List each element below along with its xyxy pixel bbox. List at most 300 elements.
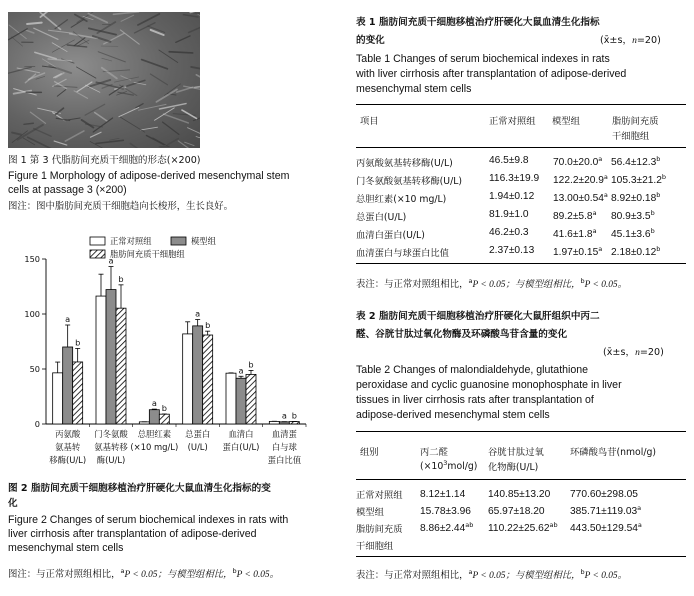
spindle-cell-shape [121, 15, 134, 21]
spindle-cell-shape [142, 60, 168, 69]
spindle-cell-shape [139, 104, 167, 110]
table2-row-label-value: 模型组 [356, 507, 384, 518]
spindle-cell-shape [65, 131, 84, 141]
y-tick-label: 150 [24, 254, 40, 264]
spindle-cell-shape [24, 123, 33, 124]
table2-cell-cgmp-mark: a [637, 521, 642, 529]
spindle-cell-shape [150, 74, 167, 85]
table1-note-a: a [468, 277, 473, 285]
legend-label: 脂肪间充质干细胞组 [110, 249, 185, 259]
x-category-label: 总蛋白 [185, 429, 211, 439]
table1-cell-model [553, 155, 611, 173]
table1-cell-control [489, 245, 553, 263]
y-tick-label: 0 [34, 419, 40, 429]
spindle-cell-shape [109, 138, 119, 140]
bar [159, 414, 169, 424]
table1-row [356, 191, 681, 209]
table2-en-line3: tissues in liver cirrhosis rats after transplantation of [356, 394, 594, 406]
table1-en-line2: with liver cirrhosis after transplantation of adipose-derived [356, 68, 627, 80]
spindle-cell-shape [73, 32, 88, 44]
table1-cell-model-mark: a [598, 245, 603, 253]
spindle-cell-shape [77, 40, 89, 46]
table1-cell-adsc-mark: b [656, 191, 661, 199]
figure2-caption-cn-line1: 图 2 脂肪间充质干细胞移植治疗肝硬化大鼠血清生化指标的变 [8, 483, 271, 494]
table2-note-prefix: 表注：与正常对照组相比， [356, 570, 469, 582]
spindle-cell-shape [127, 80, 145, 86]
table1-row-label [356, 191, 489, 209]
table2-cell-mda-value: 8.86±2.44 [420, 523, 466, 535]
table1-top-rule [356, 104, 686, 105]
spindle-cell-shape [71, 19, 84, 27]
significance-mark: a [108, 255, 114, 266]
table2-cell-cgmp-value: 385.71±119.03 [570, 506, 638, 518]
spindle-cell-shape [168, 139, 178, 145]
figure2-note-p2: P < 0.05。 [236, 570, 279, 581]
table2-header-mda-line2 [420, 459, 477, 472]
table1-cell-adsc-mark: b [661, 173, 667, 181]
table1-cell-model-value: 13.00±0.54 [553, 193, 604, 205]
spindle-cell-shape [198, 14, 200, 24]
spindle-cell-shape [102, 68, 117, 79]
legend-swatch [90, 250, 105, 258]
table1-title-line2: 的变化 [356, 35, 385, 46]
table1-note-p1: P < 0.05；与模型组相比， [472, 280, 581, 291]
table1-cell-model [553, 245, 611, 263]
significance-mark: b [291, 410, 297, 421]
table1-en-line1: Table 1 Changes of serum biochemical indexes in rats [356, 53, 610, 65]
table1-cell-model-value: 1.97±0.15 [553, 247, 599, 259]
table2-grid [356, 487, 670, 538]
table1-row-label-value: 门冬氨酸氨基转移酶(U/L) [356, 176, 463, 187]
significance-mark: a [65, 314, 71, 324]
table2-cell-mda-value: 8.12±1.14 [420, 489, 466, 501]
table2-row-label [356, 504, 420, 521]
figure2-note-b: b [232, 567, 237, 575]
table2-bottom-rule [356, 556, 686, 557]
spindle-cell-shape [119, 107, 139, 116]
x-category-label: 血清白 [228, 429, 254, 439]
table2-cell-gsh-mark: ab [549, 521, 558, 529]
table2-row [356, 504, 670, 521]
spindle-cell-shape [95, 112, 108, 121]
spindle-cell-shape [93, 36, 111, 42]
table1-cell-adsc-mark: b [650, 209, 655, 217]
legend-label: 正常对照组 [110, 236, 152, 246]
table2-header-cgmp: 环磷酸鸟苷(nmol/g) [570, 447, 656, 458]
table1-row-label-value: 丙氨酸氨基转移酶(U/L) [356, 158, 453, 169]
spindle-cell-shape [163, 122, 179, 134]
table1-cell-control [489, 191, 553, 209]
table1-row-label-value: 总蛋白(U/L) [356, 212, 407, 223]
spindle-cell-shape [114, 12, 139, 14]
bar [53, 373, 63, 424]
spindle-cell-shape [130, 144, 149, 148]
spindle-cell-shape [183, 15, 198, 17]
significance-mark: b [118, 273, 124, 284]
spindle-cell-shape [11, 37, 22, 46]
table2-en-line1: Table 2 Changes of malondialdehyde, glutathione [356, 364, 589, 376]
x-category-label: 氨基转 [55, 442, 81, 452]
bar [73, 362, 83, 424]
table1-row-label [356, 173, 489, 191]
bar [226, 373, 236, 424]
table1-cell-adsc-value: 80.9±3.5 [611, 211, 651, 223]
table1-body [356, 155, 686, 263]
table2-header-mda-line1: 丙二醛 [420, 447, 448, 458]
x-category-label: 酶(U/L) [96, 455, 126, 465]
table1-en-line3: mesenchymal stem cells [356, 83, 472, 95]
table2-row-label [356, 521, 420, 538]
table1-cell-adsc [611, 155, 681, 173]
table2-header-gsh-line2: 化物酶(U/L) [488, 462, 539, 473]
spindle-cell-shape [65, 118, 80, 120]
table1-stat-n: n [632, 35, 637, 46]
spindle-cell-shape [82, 120, 94, 128]
table1-row [356, 209, 681, 227]
table2-cell-mda [420, 487, 488, 504]
spindle-cell-shape [48, 59, 71, 61]
table2-title-line2: 醛、谷胱甘肽过氧化物酶及环磷酸鸟苷含量的变化 [356, 329, 568, 340]
spindle-cell-shape [35, 52, 56, 58]
x-category-label: 氨基转移 [94, 442, 128, 452]
table2-note [356, 566, 627, 583]
bar [106, 290, 116, 424]
table1-cell-adsc-mark: b [656, 245, 661, 253]
spindle-cell-shape [27, 23, 42, 24]
spindle-cell-shape [85, 104, 105, 115]
table2-cell-cgmp-value: 770.60±298.05 [570, 489, 638, 501]
table1-cell-adsc-value: 56.4±12.3 [611, 157, 657, 169]
table1-cell-adsc [611, 227, 681, 245]
spindle-cell-shape [74, 91, 88, 99]
spindle-cell-shape [114, 77, 138, 82]
table1-cell-adsc [611, 173, 681, 191]
table2-cell-gsh-value: 65.97±18.20 [488, 506, 545, 518]
table2-header-rule [356, 479, 686, 480]
spindle-cell-shape [195, 84, 200, 87]
table2-note-p1: P < 0.05；与模型组相比， [472, 571, 581, 582]
spindle-cell-shape [141, 127, 158, 130]
legend-swatch [90, 237, 105, 245]
table1-cell-adsc [611, 245, 681, 263]
table2-body [356, 487, 686, 538]
table2-stat-end: =20) [639, 347, 664, 358]
table1-cell-model [553, 209, 611, 227]
table2-row3-label-line2: 干细胞组 [356, 541, 394, 552]
table1-cell-model-mark: a [603, 191, 608, 199]
table2-header-mda-post: mol/g) [447, 461, 478, 473]
bar [139, 422, 149, 424]
table1-note [356, 275, 627, 292]
figure1-note: 图注：图中脂肪间充质干细胞趋向长梭形，生长良好。 [8, 201, 234, 212]
table1-row [356, 173, 681, 191]
table1-cell-model-mark: a [598, 155, 603, 163]
figure2-chart [0, 228, 340, 478]
spindle-cell-shape [193, 13, 200, 14]
figure1-caption-cn: 图 1 第 3 代脂肪间充质干细胞的形态(×200) [8, 155, 201, 166]
table1-cell-control-value: 116.3±19.9 [489, 173, 540, 184]
spindle-cell-shape [57, 89, 66, 96]
bar [193, 326, 203, 424]
spindle-cell-shape [34, 28, 58, 39]
spindle-cell-shape [146, 136, 164, 145]
table1-cell-model [553, 227, 611, 245]
table1-cell-control [489, 155, 553, 173]
table2-row [356, 487, 670, 504]
table1-cell-adsc-value: 45.1±3.6 [611, 229, 651, 241]
table2-cell-gsh [488, 504, 570, 521]
table1-cell-control [489, 209, 553, 227]
table1-header-control: 正常对照组 [489, 116, 536, 127]
y-tick-label: 50 [29, 364, 40, 374]
table1-header-rule [356, 147, 686, 148]
table1-grid [356, 155, 681, 263]
figure2-caption-cn-line2: 化 [8, 498, 18, 509]
figure2-caption-en-line2: liver cirrhosis after transplantation of adipose-derived [8, 528, 257, 540]
table1-cell-adsc-mark: b [650, 227, 655, 235]
spindle-cell-shape [155, 108, 175, 120]
table1-header-adsc-line2: 干细胞组 [612, 131, 650, 142]
spindle-cell-shape [185, 142, 194, 145]
table1-cell-model-mark: a [592, 227, 597, 235]
table1-cell-control-value: 46.5±9.8 [489, 155, 529, 166]
table2-title-line1: 表 2 脂肪间充质干细胞移植治疗肝硬化大鼠肝组织中丙二 [356, 311, 600, 322]
figure2-note [8, 565, 279, 582]
table1-cell-adsc [611, 209, 681, 227]
spindle-cell-shape [176, 36, 190, 42]
spindle-cell-shape [55, 20, 67, 29]
table2-cell-mda-value: 15.78±3.96 [420, 506, 471, 518]
bar [203, 335, 213, 424]
x-category-label: 蛋白(U/L) [222, 442, 260, 452]
x-category-label: 蛋白比值 [267, 455, 302, 465]
table2-header-group: 组别 [360, 447, 379, 458]
spindle-cell-shape [53, 79, 67, 86]
spindle-cell-shape [189, 27, 200, 33]
spindle-cell-shape [49, 66, 71, 74]
x-category-label: 丙氨酸 [55, 429, 81, 439]
table1-cell-model-value: 70.0±20.0 [553, 157, 599, 169]
spindle-cell-shape [196, 75, 200, 79]
table2-en-line2: peroxidase and cyclic guanosine monophosphate in liver [356, 379, 622, 391]
table1-row-label-value: 血清白蛋白(U/L) [356, 230, 425, 241]
spindle-cell-shape [156, 89, 177, 102]
table2-note-p2: P < 0.05。 [584, 571, 627, 582]
bar [149, 410, 159, 424]
table1-cell-model [553, 173, 611, 191]
significance-mark: b [161, 402, 167, 413]
table1-row [356, 245, 681, 263]
table1-cell-adsc-value: 8.92±0.18 [611, 193, 657, 205]
figure2-caption-en-line3: mesenchymal stem cells [8, 542, 124, 554]
spindle-cell-shape [102, 58, 112, 61]
table1-note-prefix: 表注：与正常对照组相比， [356, 279, 469, 291]
spindle-cell-shape [191, 67, 200, 71]
bar [183, 334, 193, 424]
table1-row [356, 155, 681, 173]
table1-stat-pre: (x̄±s， [600, 35, 633, 46]
legend-swatch [171, 237, 186, 245]
table1-cell-control-value: 46.2±0.3 [489, 227, 529, 238]
table1-row-label-value: 血清蛋白与球蛋白比值 [356, 248, 449, 259]
cell-micrograph-texture [8, 12, 200, 148]
spindle-cell-shape [54, 86, 77, 87]
bar [236, 378, 246, 424]
spindle-cell-shape [164, 84, 180, 96]
table2-cell-mda [420, 521, 488, 538]
table1-cell-adsc-mark: b [656, 155, 661, 163]
table2-cell-cgmp [570, 521, 670, 538]
table2-stat [603, 346, 664, 361]
table1-row-label-value: 总胆红素(×10 mg/L) [356, 194, 447, 205]
table2-cell-mda-mark: ab [465, 521, 474, 529]
figure1-caption-en-line2: cells at passage 3 (×200) [8, 184, 127, 196]
spindle-cell-shape [96, 140, 123, 143]
table2-cell-gsh-value: 110.22±25.62 [488, 523, 550, 535]
bar [63, 347, 73, 424]
cell-micrograph [8, 12, 200, 148]
table1-bottom-rule [356, 263, 686, 264]
table2-row-label [356, 487, 420, 504]
spindle-cell-shape [96, 82, 123, 89]
table1-row-label [356, 155, 489, 173]
spindle-cell-shape [169, 52, 192, 53]
table1-cell-control [489, 227, 553, 245]
table1-note-b: b [580, 277, 585, 285]
spindle-cell-shape [196, 137, 200, 140]
significance-mark: a [151, 398, 157, 409]
figure2-note-a: a [120, 567, 125, 575]
x-category-label: 总胆红素 [137, 429, 172, 439]
significance-mark: b [75, 337, 81, 348]
spindle-cell-shape [34, 128, 51, 136]
spindle-cell-shape [120, 117, 145, 132]
table1-cell-model [553, 191, 611, 209]
table1-cell-adsc-value: 105.3±21.2 [611, 175, 662, 187]
table1-row [356, 227, 681, 245]
spindle-cell-shape [30, 112, 45, 123]
table2-row-label-value: 正常对照组 [356, 490, 403, 501]
table1-cell-model-value: 41.6±1.8 [553, 229, 593, 241]
table2-row-label-value: 脂肪间充质 [356, 524, 403, 535]
x-category-label: 移酶(U/L) [49, 455, 87, 465]
table1-row-label [356, 245, 489, 263]
table2-stat-pre: (x̄±s， [603, 347, 636, 358]
bar [116, 308, 126, 424]
table1-cell-adsc-value: 2.18±0.12 [611, 247, 657, 259]
spindle-cell-shape [138, 14, 159, 25]
table1-cell-control [489, 173, 553, 191]
spindle-cell-shape [52, 43, 67, 52]
table1-header-model: 模型组 [552, 116, 580, 127]
table2-cell-cgmp-mark: a [637, 504, 642, 512]
bar [289, 422, 299, 424]
significance-mark: a [195, 308, 201, 319]
legend-label: 模型组 [191, 236, 216, 246]
table2-cell-gsh-value: 140.85±13.20 [488, 489, 551, 501]
table1-header-adsc-line1: 脂肪间充质 [612, 116, 659, 127]
x-category-label: (U/L) [187, 442, 208, 452]
table1-cell-model-value: 89.2±5.8 [553, 211, 593, 223]
significance-mark: b [205, 320, 211, 331]
spindle-cell-shape [98, 52, 125, 62]
spindle-cell-shape [12, 133, 21, 135]
table2-cell-gsh [488, 487, 570, 504]
significance-mark: b [248, 359, 254, 370]
x-category-label: (×10 mg/L) [130, 442, 179, 452]
table2-note-b: b [580, 568, 585, 576]
spindle-cell-shape [9, 29, 28, 40]
spindle-cell-shape [88, 14, 107, 23]
bar [279, 422, 289, 424]
table1-cell-model-mark: a [603, 173, 608, 181]
spindle-cell-shape [93, 118, 112, 132]
bar [269, 421, 279, 424]
table2-header-gsh-line1: 谷胱甘肽过氧 [488, 447, 544, 458]
table2-cell-cgmp [570, 504, 670, 521]
table2-en-line4: adipose-derived mesenchymal stem cells [356, 409, 550, 421]
table2-stat-n: n [635, 347, 640, 358]
x-category-label: 白与球 [271, 442, 297, 452]
x-category-label: 血清蛋 [271, 429, 297, 439]
table2-top-rule [356, 431, 686, 432]
table2-cell-cgmp-value: 443.50±129.54 [570, 523, 638, 535]
table2-header-mda-sup: 3 [443, 459, 448, 467]
figure2-note-p1: P < 0.05；与模型组相比， [124, 570, 233, 581]
x-category-label: 门冬氨酸 [94, 429, 128, 439]
table1-row-label [356, 227, 489, 245]
table1-title-line1: 表 1 脂肪间充质干细胞移植治疗肝硬化大鼠血清生化指标 [356, 17, 600, 28]
y-tick-label: 100 [24, 309, 40, 319]
table1-row-label [356, 209, 489, 227]
spindle-cell-shape [55, 108, 63, 114]
table2-cell-gsh [488, 521, 570, 538]
bar [246, 374, 256, 424]
spindle-cell-shape [25, 74, 35, 82]
spindle-cell-shape [26, 30, 34, 33]
table2-cell-cgmp [570, 487, 670, 504]
table2-note-a: a [468, 568, 473, 576]
significance-mark: a [281, 410, 287, 421]
table1-cell-control-value: 2.37±0.13 [489, 245, 535, 256]
figure2-note-prefix: 图注：与正常对照组相比， [8, 569, 121, 581]
spindle-cell-shape [159, 104, 186, 109]
table1-header-item: 项目 [360, 116, 379, 127]
table2-header-mda-pre: (×10 [420, 461, 444, 473]
figure1-caption-en-line1: Figure 1 Morphology of adipose-derived mesenchymal stem [8, 170, 290, 182]
table1-cell-model-value: 122.2±20.9 [553, 175, 604, 187]
spindle-cell-shape [136, 104, 143, 108]
spindle-cell-shape [90, 132, 101, 137]
table1-cell-control-value: 81.9±1.0 [489, 209, 529, 220]
spindle-cell-shape [164, 114, 189, 123]
table2-cell-mda [420, 504, 488, 521]
table1-cell-control-value: 1.94±0.12 [489, 191, 535, 202]
spindle-cell-shape [76, 67, 95, 78]
table1-cell-model-mark: a [592, 209, 597, 217]
bar-chart-canvas [0, 228, 340, 478]
spindle-cell-shape [48, 30, 72, 33]
table1-stat-end: =20) [636, 35, 661, 46]
table2-row [356, 521, 670, 538]
table1-note-p2: P < 0.05。 [584, 280, 627, 291]
spindle-cell-shape [18, 125, 43, 140]
table1-stat [600, 34, 661, 49]
bar [96, 296, 106, 424]
significance-mark: a [238, 365, 244, 376]
table1-cell-adsc [611, 191, 681, 209]
figure2-caption-en-line1: Figure 2 Changes of serum biochemical indexes in rats with [8, 514, 289, 526]
